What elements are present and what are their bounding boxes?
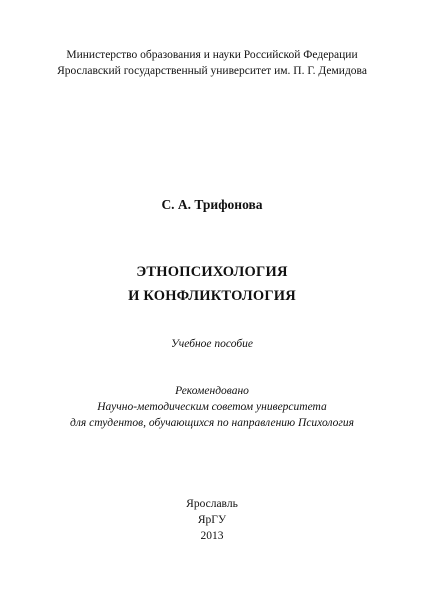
recommendation-line-1: Рекомендовано — [175, 385, 249, 397]
university-line: Ярославский государственный университет им. П. Г. Демидова — [57, 65, 367, 77]
ministry-line: Министерство образования и науки Российской Федерации — [66, 49, 358, 61]
book-title-line-1: ЭТНОПСИХОЛОГИЯ — [136, 264, 288, 280]
imprint-year: 2013 — [200, 530, 224, 542]
recommendation-line-3: для студентов, обучающихся по направлению Психология — [70, 417, 354, 429]
imprint-publisher: ЯрГУ — [197, 514, 227, 526]
book-subtitle: Учебное пособие — [171, 338, 253, 350]
imprint-city: Ярославль — [186, 498, 238, 510]
recommendation-line-2: Научно-методическим советом университета — [97, 401, 327, 413]
author-name: С. А. Трифонова — [161, 197, 263, 212]
book-title-line-2: И КОНФЛИКТОЛОГИЯ — [128, 288, 296, 304]
